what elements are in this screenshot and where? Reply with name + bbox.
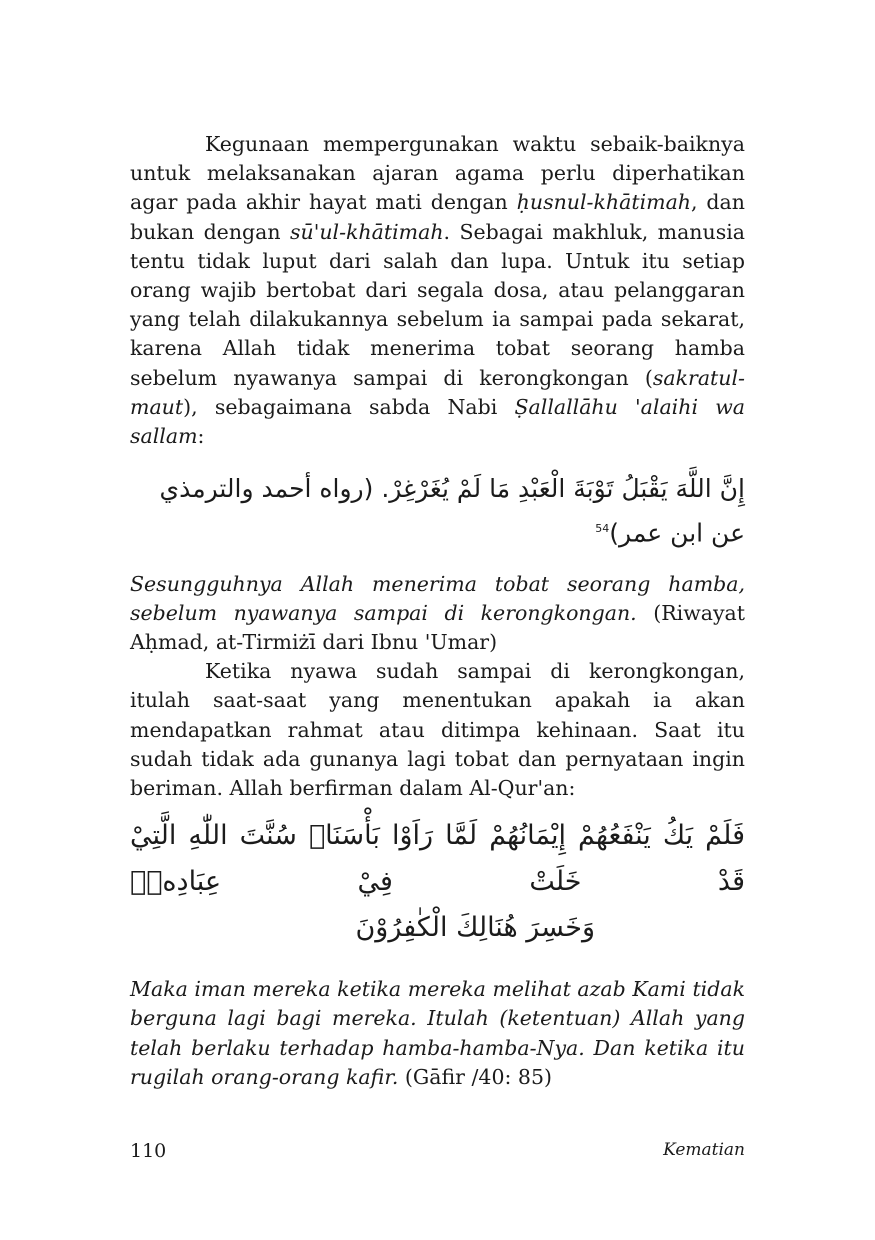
hadith-translation <box>130 570 745 658</box>
running-title: Kematian <box>663 1140 745 1160</box>
quran-translation <box>130 975 745 1092</box>
text-run: : <box>197 424 205 449</box>
hadith-source: (Riwayat Aḥmad, at-Tirmiżī dari Ibnu 'Umar) <box>130 600 746 654</box>
hadith-arabic <box>130 469 745 553</box>
paragraph-quran-intro: Ketika nyawa sudah sampai di kerongkongan, itulah saat-saat yang menentukan apakah ia akan mendapatkan rahmat atau ditimpa kehinaan. Saat itu sudah tidak ada gunanya lagi tobat dan pernyataan ingin beriman. Allah berfirman dalam Al-Qur'an: <box>130 659 745 800</box>
translation-text: Sesungguhnya Allah menerima tobat seorang hamba, sebelum nyawanya sampai di kerongkongan. <box>130 571 745 625</box>
term-sakratul-maut: sakratul-maut <box>130 365 745 419</box>
quran-verse <box>130 813 745 951</box>
page-body <box>130 130 745 1092</box>
quran-line-1: فَلَمْ يَكُ يَنْفَعُهُمْ إِيْمَانُهُمْ لَمَّا رَاَوْا بَأْسَنَاۗ سُنَّتَ اللّٰهِ الَّتِيْ قَدْ خَلَتْ فِيْ عِبَادِهٖۚ <box>130 820 745 898</box>
paragraph-intro <box>130 130 745 451</box>
quran-line-2: وَخَسِرَ هُنَالِكَ الْكٰفِرُوْنَ <box>355 912 595 944</box>
text-run: Kegunaan mempergunakan waktu sebaik-baiknya untuk melaksanakan ajaran agama perlu diperhatikan agar pada akhir hayat mati dengan <box>130 132 745 215</box>
text-run: . Sebagai makhluk, manusia tentu tidak luput dari salah dan lupa. Untuk itu setiap orang wajib bertobat dari segala dosa, atau pelanggaran yang telah dilakukannya sebelum ia sampai pada sekarat, karena Allah tidak menerima tobat seorang hamba sebelum nyawanya sampai di kerongkongan ( <box>130 219 745 390</box>
text-run: , dan bukan dengan <box>130 190 745 244</box>
verse-reference: (Gāfir /40: 85) <box>398 1064 552 1089</box>
text-run: ), sebagaimana sabda Nabi <box>183 394 515 419</box>
translation-text: Maka iman mereka ketika mereka melihat azab Kami tidak berguna lagi bagi mereka. Itulah (ketentuan) Allah yang telah berlaku terhadap hamba-hamba-Nya. Dan ketika itu rugilah orang-orang kafir. <box>130 977 745 1089</box>
term-salawat: Ṣallallāhu 'alaihi wa sallam <box>130 394 745 449</box>
term-husnul-khatimah: ḥusnul-khātimah <box>516 190 691 215</box>
hadith-text: إِنَّ اللَّهَ يَقْبَلُ تَوْبَةَ الْعَبْدِ مَا لَمْ يُغَرْغِرْ. (رواه أحمد والترمذي عن ابن عمر) <box>159 474 745 548</box>
term-suul-khatimah: sū'ul-khātimah <box>289 219 444 244</box>
footnote-marker: 54 <box>595 522 610 536</box>
page-number: 110 <box>130 1140 167 1162</box>
